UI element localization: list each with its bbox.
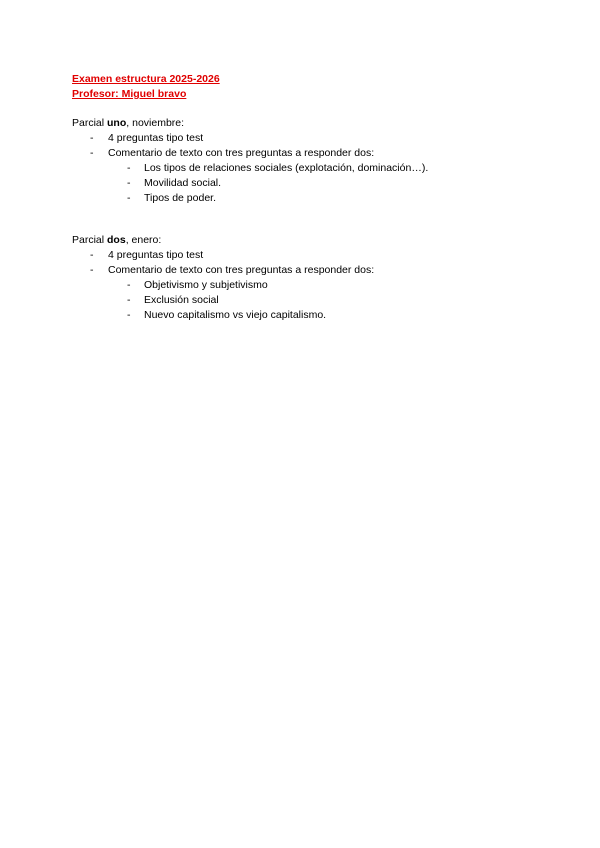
sub-list-item-text: Los tipos de relaciones sociales (explotación, dominación…). [144,162,429,174]
list-item [72,263,375,278]
section-bold-term: uno [107,117,127,129]
section-intro: Parcial uno, noviembre: [72,117,185,129]
sub-list-item [72,191,216,206]
sub-list-item-text: Exclusión social [144,294,219,306]
sub-list-item [72,176,222,191]
bullet-dash: - [90,132,94,144]
bullet-dash: - [127,162,131,174]
sub-list-item-text: Nuevo capitalismo vs viejo capitalismo. [144,309,327,321]
section-bold-term: dos [107,234,126,246]
section-parcial-dos [72,233,375,323]
professor-line: Profesor: Miguel bravo [72,88,187,100]
section-parcial-uno [72,116,429,206]
list-item-text: 4 preguntas tipo test [108,132,204,144]
sub-list-item-text: Tipos de poder. [144,192,216,204]
sub-list-item-text: Movilidad social. [144,177,222,189]
list-item [72,248,204,263]
list-item-text: Comentario de texto con tres preguntas a responder dos: [108,264,375,276]
sub-list-item [72,308,327,323]
sub-list-item [72,293,219,308]
bullet-dash: - [127,177,131,189]
bullet-dash: - [90,147,94,159]
sub-list-item [72,161,429,176]
bullet-dash: - [127,294,131,306]
exam-title: Examen estructura 2025-2026 [72,73,220,85]
list-item-text: 4 preguntas tipo test [108,249,204,261]
sub-list-item [72,278,268,293]
document-header [72,72,220,102]
bullet-dash: - [90,264,94,276]
list-item-text: Comentario de texto con tres preguntas a responder dos: [108,147,375,159]
bullet-dash: - [127,192,131,204]
bullet-dash: - [90,249,94,261]
section-intro: Parcial dos, enero: [72,234,162,246]
bullet-dash: - [127,279,131,291]
bullet-dash: - [127,309,131,321]
sub-list-item-text: Objetivismo y subjetivismo [144,279,268,291]
list-item [72,131,204,146]
list-item [72,146,375,161]
